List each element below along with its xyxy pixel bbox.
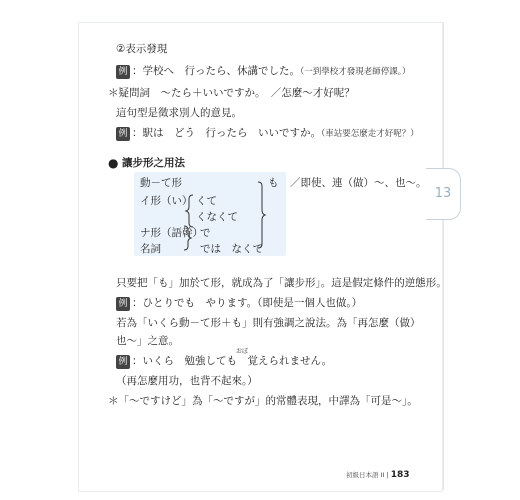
example-jp-a: ：いくら 勉強しても xyxy=(132,355,248,367)
row-noun: 名詞 xyxy=(140,243,161,255)
row-i-adj: イ形（い） xyxy=(140,195,193,207)
example-badge: 例 xyxy=(116,355,130,369)
example-badge: 例 xyxy=(116,127,130,141)
page-number: 183 xyxy=(390,470,410,480)
section-heading: ②表示發現 xyxy=(116,43,168,55)
row-verb: 動－て形 xyxy=(140,177,182,189)
footer: 初級日本語 II | 183 xyxy=(346,470,410,480)
paragraph-1: 只要把「も」加於て形，就成為了「讓步形」。這是假定條件的逆態形。 xyxy=(116,277,447,289)
example-line-4 xyxy=(116,354,332,369)
section-title: 讓步形之用法 xyxy=(122,157,185,169)
example-badge: 例 xyxy=(116,297,130,311)
paragraph-3: 也～」之意。 xyxy=(116,335,179,347)
pattern-meaning: ／即使、連（做）～、也～。 xyxy=(290,177,427,189)
example-jp-b: 覚えられません。 xyxy=(247,355,333,367)
example-translation: （車站要怎麼走才好呢？） xyxy=(321,129,419,139)
question-pattern: ＊疑問詞 ～たら＋いいですか。 ／怎麼～才好呢？ xyxy=(108,87,355,99)
row-noun-form: では なくて xyxy=(200,243,263,255)
mo-particle: も xyxy=(268,177,279,189)
paragraph-4: （再怎麼用功，也背不起來。） xyxy=(116,375,258,387)
bullet-icon: ● xyxy=(108,156,119,170)
row-na-adj: ナ形（語幹） xyxy=(140,227,203,239)
footer-title: 初級日本語 II xyxy=(346,471,385,479)
example-jp: ：ひとりでも やります。（即使是一個人也做。） xyxy=(132,297,363,309)
row-na-adj-form: で xyxy=(200,227,211,239)
paragraph-2: 若為「いくら動－て形＋も」則有強調之說法。為「再怎麼（做） xyxy=(116,317,421,329)
example-line-3 xyxy=(116,296,362,311)
chapter-number: 13 xyxy=(434,186,452,201)
example-jp: ：駅は どう 行ったら いいですか。 xyxy=(132,127,321,139)
row-i-adj-form: くて xyxy=(196,195,217,207)
example-jp: ：学校へ 行ったら、休講でした。 xyxy=(132,65,300,77)
row-i-adj-neg: くなくて xyxy=(196,211,238,223)
paragraph-5: ＊「～ですけど」為「～ですが」的常體表現，中譯為「可是～」。 xyxy=(108,395,418,407)
pattern-description: 這句型是徵求別人的意見。 xyxy=(116,107,242,119)
example-translation: （一到學校才發現老師停課。） xyxy=(300,67,411,77)
furigana: おぼ xyxy=(236,348,249,355)
example-badge: 例 xyxy=(116,65,130,79)
